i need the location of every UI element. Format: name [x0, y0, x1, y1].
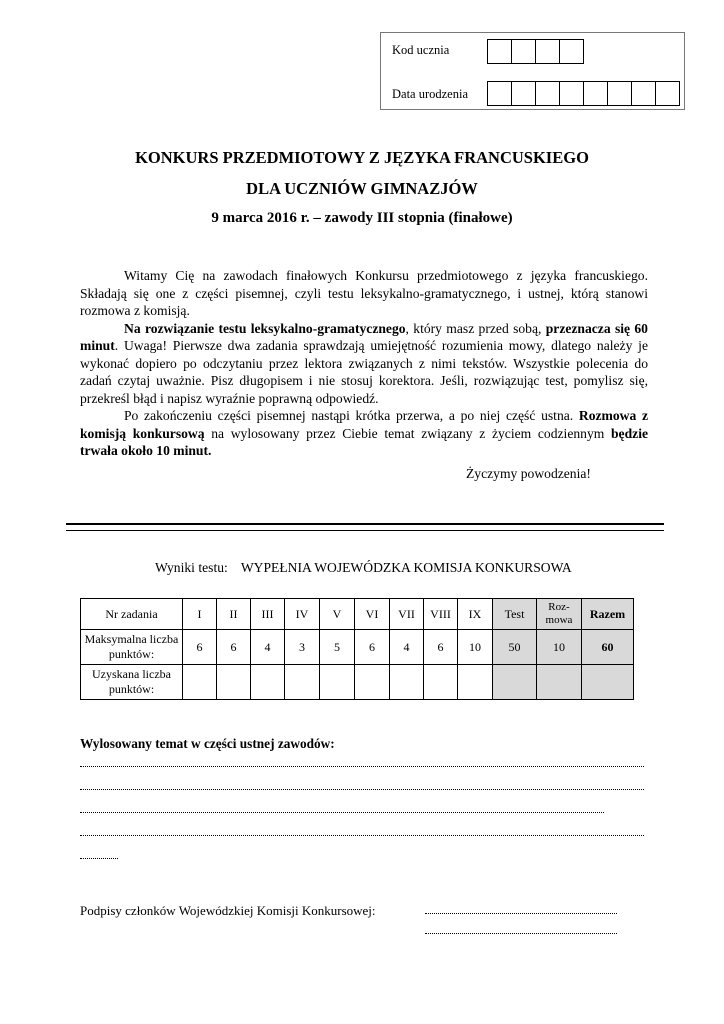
table-header-cell: Nr zadania [81, 599, 183, 630]
instructions-text: . Uwaga! Pierwsze dwa zadania sprawdzają umiejętność rozumienia mowy, dlatego należy je wykonać dopiero po odczytaniu przez lektora związanych z nimi tekstów. Wszystkie polecenia do zadań czytaj uważnie. Pisz długopisem i nie stosuj korektora. Jeśli, rozwiązując test, pomylisz się, przekreśl błąd i napisz wyraźnie poprawną odpowiedź. [80, 338, 648, 406]
table-cell: 6 [355, 630, 390, 665]
results-label: Wyniki testu: [155, 560, 228, 575]
table-cell: 5 [320, 630, 355, 665]
student-code-box [380, 32, 685, 110]
oral-topic-line[interactable] [80, 789, 644, 790]
instructions-text: na wylosowany przez Ciebie temat związany z życiem codziennym [204, 425, 611, 441]
table-header-cell: Roz-mowa [537, 599, 582, 630]
table-cell: 6 [217, 630, 251, 665]
page-title-line2: DLA UCZNIÓW GIMNAZJÓW [246, 179, 478, 198]
row-label: Maksymalna liczba punktów: [81, 630, 183, 665]
oral-topic-line[interactable] [80, 766, 644, 767]
table-cell: 50 [493, 630, 537, 665]
results-table [80, 598, 634, 700]
page-subtitle: 9 marca 2016 r. – zawody III stopnia (finałowe) [211, 210, 513, 226]
table-row [81, 630, 634, 665]
student-code-cell[interactable] [535, 39, 560, 64]
table-cell: 4 [251, 630, 285, 665]
oral-topic-line[interactable] [80, 858, 118, 859]
instructions-bold-text: będzie trwała około 10 minut. [80, 425, 648, 458]
instructions-bold-text: Rozmowa z komisją konkursową [80, 408, 648, 441]
instructions-text: Witamy Cię na zawodach finałowych Konkursu przedmiotowego z języka francuskiego. Składają się one z części pisemnej, czyli testu leksykalno-gramatycznego, i ustnej, którą stanowi rozmowa z komisją. [80, 268, 648, 318]
table-cell: 60 [582, 630, 634, 665]
score-input-cell[interactable] [320, 665, 355, 700]
page-title: KONKURS PRZEDMIOTOWY Z JĘZYKA FRANCUSKIEGO [135, 148, 589, 167]
birth-date-cell[interactable] [487, 81, 512, 106]
score-input-cell[interactable] [458, 665, 493, 700]
instructions-bold-text: Na rozwiązanie testu leksykalno-gramatycznego [124, 320, 406, 336]
score-input-cell[interactable] [217, 665, 251, 700]
student-code-cell[interactable] [511, 39, 536, 64]
table-header-cell: IV [285, 599, 320, 630]
student-code-cell[interactable] [559, 39, 584, 64]
table-header-cell: VII [390, 599, 424, 630]
score-input-cell[interactable] [493, 665, 537, 700]
instructions-bold-text: przeznacza się 60 minut [80, 320, 648, 353]
oral-topic-line[interactable] [80, 835, 644, 836]
instructions [80, 267, 648, 460]
score-input-cell[interactable] [424, 665, 458, 700]
instructions-text: Po zakończeniu części pisemnej nastąpi krótka przerwa, a po niej część ustna. [124, 408, 579, 423]
birth-date-label: Data urodzenia [392, 87, 469, 101]
table-cell: 6 [183, 630, 217, 665]
instructions-paragraph-1 [80, 267, 648, 320]
table-header-cell: I [183, 599, 217, 630]
table-header-row [81, 599, 634, 630]
birth-date-cell[interactable] [655, 81, 680, 106]
oral-topic-line[interactable] [80, 812, 604, 813]
good-luck-text: Życzymy powodzenia! [466, 466, 591, 481]
score-input-cell[interactable] [355, 665, 390, 700]
signature-line[interactable] [425, 933, 617, 934]
student-code-cells [487, 39, 584, 64]
table-header-cell: VIII [424, 599, 458, 630]
table-row [81, 665, 634, 700]
student-code-label: Kod ucznia [392, 43, 450, 57]
table-cell: 10 [458, 630, 493, 665]
birth-date-cell[interactable] [583, 81, 608, 106]
table-header-cell: V [320, 599, 355, 630]
table-cell: 3 [285, 630, 320, 665]
results-note: WYPEŁNIA WOJEWÓDZKA KOMISJA KONKURSOWA [240, 560, 572, 575]
signature-line[interactable] [425, 913, 617, 914]
birth-date-cell[interactable] [631, 81, 656, 106]
table-header-cell: VI [355, 599, 390, 630]
results-heading [155, 560, 572, 576]
table-header-cell: IX [458, 599, 493, 630]
student-code-cell[interactable] [487, 39, 512, 64]
table-header-cell: Razem [582, 599, 634, 630]
birth-date-cell[interactable] [607, 81, 632, 106]
row-label: Uzyskana liczba punktów: [81, 665, 183, 700]
score-input-cell[interactable] [537, 665, 582, 700]
instructions-paragraph-2 [80, 320, 648, 408]
birth-date-cell[interactable] [559, 81, 584, 106]
instructions-paragraph-3 [80, 407, 648, 460]
table-header-cell: Test [493, 599, 537, 630]
score-input-cell[interactable] [251, 665, 285, 700]
signatures-label: Podpisy członków Wojewódzkiej Komisji Konkursowej: [80, 903, 376, 918]
score-input-cell[interactable] [183, 665, 217, 700]
divider [66, 523, 664, 531]
score-input-cell[interactable] [390, 665, 424, 700]
score-input-cell[interactable] [582, 665, 634, 700]
instructions-text: , który masz przed sobą, [405, 320, 546, 336]
table-header-cell: III [251, 599, 285, 630]
birth-date-cells [487, 81, 680, 106]
table-cell: 4 [390, 630, 424, 665]
oral-topic-label: Wylosowany temat w części ustnej zawodów: [80, 736, 335, 751]
table-cell: 10 [537, 630, 582, 665]
birth-date-cell[interactable] [535, 81, 560, 106]
birth-date-cell[interactable] [511, 81, 536, 106]
table-cell: 6 [424, 630, 458, 665]
score-input-cell[interactable] [285, 665, 320, 700]
table-header-cell: II [217, 599, 251, 630]
